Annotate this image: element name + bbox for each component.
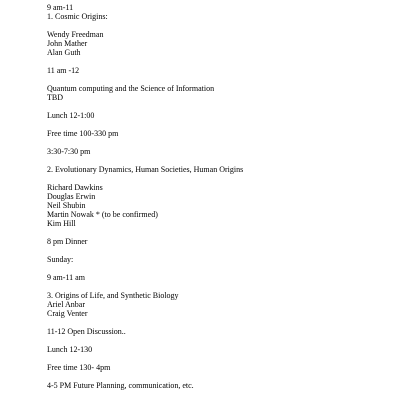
session-heading: 1. Cosmic Origins: [47, 12, 108, 21]
speaker-line: Wendy Freedman [47, 30, 104, 39]
speaker-line: Ariel Anbar [47, 300, 85, 309]
schedule-line: Lunch 12-130 [47, 345, 93, 354]
day-heading: Sunday: [47, 255, 74, 264]
speaker-line: Douglas Erwin [47, 192, 96, 201]
schedule-line: Lunch 12-1:00 [47, 111, 95, 120]
time-slot-line: 11 am -12 [47, 66, 80, 75]
session-heading: Quantum computing and the Science of Information [47, 84, 215, 93]
speaker-line: Martin Nowak * (to be confirmed) [47, 210, 158, 219]
time-slot-line: 9 am-11 am [47, 273, 85, 282]
schedule-line: 4-5 PM Future Planning, communication, etc. [47, 381, 194, 390]
schedule-line: Free time 130- 4pm [47, 363, 111, 372]
speaker-line: Kim Hill [47, 219, 76, 228]
time-slot-line: 3:30-7:30 pm [47, 147, 91, 156]
speaker-line: Neil Shubin [47, 201, 86, 210]
speaker-line: Craig Venter [47, 309, 88, 318]
schedule-line: 8 pm Dinner [47, 237, 88, 246]
session-heading: 2. Evolutionary Dynamics, Human Societies, Human Origins [47, 165, 244, 174]
speaker-line: John Mather [47, 39, 88, 48]
speaker-line: TBD [47, 93, 63, 102]
speaker-line: Alan Guth [47, 48, 81, 57]
speaker-line: Richard Dawkins [47, 183, 103, 192]
schedule-line: Free time 100-330 pm [47, 129, 119, 138]
session-heading: 3. Origins of Life, and Synthetic Biology [47, 291, 179, 300]
time-slot-line: 9 am-11 [47, 3, 74, 12]
schedule-line: 11-12 Open Discussion.. [47, 327, 126, 336]
